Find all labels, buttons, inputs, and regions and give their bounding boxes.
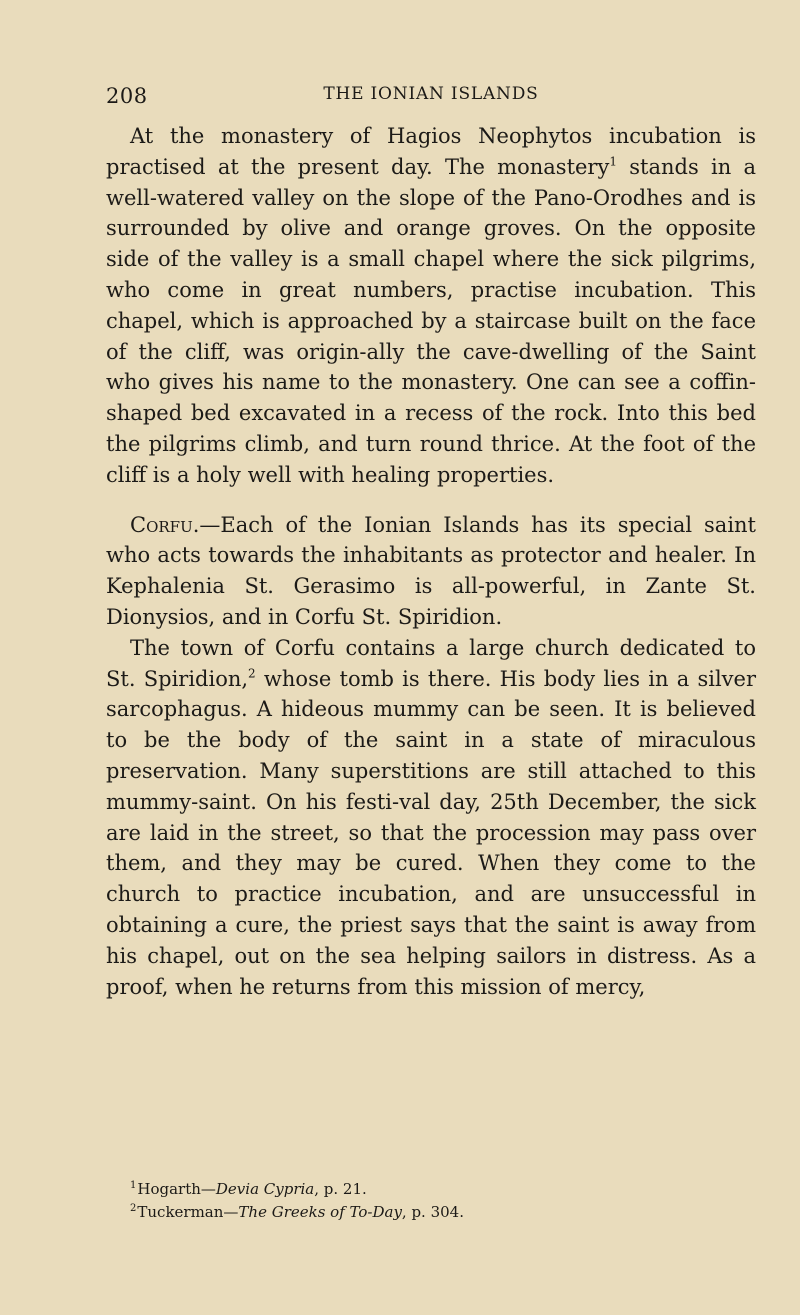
paragraph-text: stands in a well-watered valley on the slope of the Pano-Orodhes and is surrounded by olive and orange groves. On the opposite side of the valley is a small chapel where the sick pilgrims, who come in great numbers, practise incubation. This chapel, which is approached by a staircase built on the face of the cliff, was origin-ally the cave-dwelling of the Saint who gives his name to the monastery. One can see a coffin-shaped bed excavated in a recess of the rock. Into this bed the pilgrims climb, and turn round thrice. At the foot of the cliff is a holy well with healing properties.	[106, 154, 756, 487]
footnote-number: 1	[130, 1180, 137, 1191]
paragraph-text: —Each of the Ionian Islands has its special saint who acts towards the inhabitants as protector and healer. In Kephalenia St. Gerasimo is all-powerful, in Zante St. Dionysios, and in Corfu St. Spiridion.	[106, 512, 756, 629]
section-lead: Corfu.	[130, 512, 200, 537]
paragraph-spiridion	[106, 633, 756, 1003]
paragraph-corfu	[106, 510, 756, 633]
running-title: THE IONIAN ISLANDS	[323, 84, 539, 104]
footnote-number: 2	[130, 1203, 137, 1214]
footnotes	[106, 1178, 756, 1224]
footnote-author: Tuckerman—	[137, 1203, 239, 1221]
footnote-marker: 2	[248, 666, 256, 681]
footnote-author: Hogarth—	[137, 1180, 216, 1198]
paragraph-text: The town of Corfu contains a large church dedicated to St. Spiridion,	[106, 635, 756, 691]
paragraph-text: At the monastery of Hagios Neophytos incubation is practised at the present day. The monastery	[106, 124, 756, 179]
footnote-ref: , p. 304.	[401, 1203, 464, 1221]
body-text	[106, 121, 756, 1002]
footnote-ref: , p. 21.	[314, 1180, 367, 1198]
page-number: 208	[106, 84, 148, 108]
footnote-2	[106, 1201, 756, 1224]
footnote-marker: 1	[609, 154, 617, 169]
footnote-1	[106, 1178, 756, 1201]
footnote-title: Devia Cypria	[215, 1180, 315, 1198]
paragraph-text: whose tomb is there. His body lies in a silver sarcophagus. A hideous mummy can be seen. It is believed to be the body of the saint in a state of miraculous preservation. Many superstitions are still attached to this mummy-saint. On his festi-val day, 25th December, the sick are laid in the street, so that the procession may pass over them, and they may be cured. When they come to the church to practice incubation, and are unsuccessful in obtaining a cure, the priest says that the saint is away from his chapel, out on the sea helping sailors in distress. As a proof, when he returns from this mission of mercy,	[106, 666, 757, 999]
page-header	[106, 84, 756, 114]
paragraph-monastery	[106, 121, 756, 491]
footnote-title: The Greeks of To-Day	[238, 1203, 402, 1221]
